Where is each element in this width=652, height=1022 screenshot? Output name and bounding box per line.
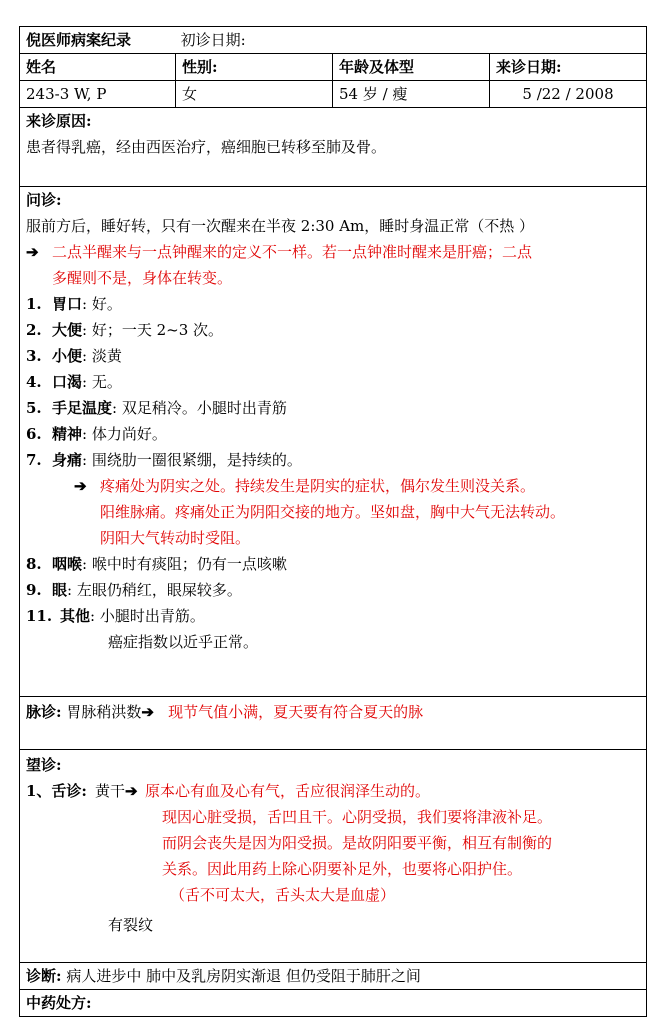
arrow-icon: ➔ <box>74 477 87 495</box>
item-body-pain: 7. 身痛: 围绕肋一圈很紧绷，是持续的。 <box>26 451 302 469</box>
tongue-line-3: 而阴会丧失是因为阳受损。是故阴阳要平衡，相互有制衡的 <box>162 834 553 852</box>
case-record-sheet <box>19 26 646 1017</box>
case-record-table <box>19 26 647 1017</box>
prescription-section <box>20 990 647 1017</box>
pulse-line: 脉诊: 胃脉稍洪数➔ 现节气值小满，夏天要有符合夏天的脉 <box>26 697 640 725</box>
tongue-crack: 有裂纹 <box>108 916 154 934</box>
inspection-section <box>20 750 647 963</box>
item-eyes: 9. 眼: 左眼仍稍红，眼屎较多。 <box>26 581 242 599</box>
pain-note-line-1: ➔ 疼痛处为阴实之处。持续发生是阴实的症状，偶尔发生则没关系。 <box>26 473 640 499</box>
item-appetite: 1. 胃口: 好。 <box>26 295 122 313</box>
age-build-value: 54 岁 / 瘦 <box>333 81 490 108</box>
sex-value: 女 <box>176 81 333 108</box>
visit-date-header: 来诊日期: <box>490 54 647 81</box>
pain-note-line-2: 阳维脉痛。疼痛处正为阴阳交接的地方。坚如盘，胸中大气无法转动。 <box>100 503 566 521</box>
item-throat: 8. 咽喉: 喉中时有痰阻；仍有一点咳嗽 <box>26 555 287 573</box>
diagnosis-section <box>20 963 647 990</box>
inquiry-section <box>20 187 647 697</box>
arrow-icon: ➔ <box>125 782 138 800</box>
item-other-extra: 癌症指数以近乎正常。 <box>108 633 259 651</box>
reason-section <box>20 108 647 187</box>
item-extremity-temp: 5. 手足温度: 双足稍冷。小腿时出青筋 <box>26 399 287 417</box>
arrow-icon: ➔ <box>26 243 39 261</box>
pulse-section <box>20 697 647 750</box>
record-title: 倪医师病案纪录 <box>26 31 132 49</box>
item-spirit: 6. 精神: 体力尚好。 <box>26 425 167 443</box>
reason-text: 患者得乳癌，经由西医治疗，癌细胞已转移至肺及骨。 <box>26 138 387 156</box>
tongue-line-1: 1、舌诊: 黄干➔ 原本心有血及心有气，舌应很润泽生动的。 <box>26 778 640 804</box>
first-visit-label: 初诊日期: <box>180 31 246 49</box>
inquiry-note-line-1: ➔ 二点半醒来与一点钟醒来的定义不一样。若一点钟准时醒来是肝癌；二点 <box>26 239 640 265</box>
inspection-label: 望诊: <box>26 756 62 774</box>
item-thirst: 4. 口渴: 无。 <box>26 373 122 391</box>
prescription-label: 中药处方: <box>26 994 92 1012</box>
tongue-line-2: 现因心脏受损，舌凹且干。心阴受损，我们要将津液补足。 <box>162 808 553 826</box>
inquiry-intro: 服前方后，睡好转，只有一次醒来在半夜 2:30 Am，睡时身温正常（不热 ） <box>26 217 535 235</box>
tongue-line-4: 关系。因此用药上除心阴要补足外，也要将心阳护住。 <box>162 860 523 878</box>
item-other: 11. 其他: 小腿时出青筋。 <box>26 607 205 625</box>
item-stool: 2. 大便: 好；一天 2~3 次。 <box>26 321 224 339</box>
name-value: 243-3 W, P <box>20 81 176 108</box>
inquiry-note-line-2: 多醒则不是，身体在转变。 <box>52 269 233 287</box>
visit-date-value: 5 /22 / 2008 <box>490 81 647 108</box>
arrow-icon: ➔ <box>141 703 154 721</box>
pain-note-line-3: 阴阳大气转动时受阻。 <box>100 529 251 547</box>
age-build-header: 年龄及体型 <box>333 54 490 81</box>
diagnosis-label: 诊断: <box>26 967 62 985</box>
inquiry-label: 问诊: <box>26 191 62 209</box>
reason-label: 来诊原因: <box>26 112 92 130</box>
sex-header: 性别: <box>176 54 333 81</box>
tongue-line-5: （舌不可太大，舌头太大是血虚） <box>170 886 396 904</box>
item-urine: 3. 小便: 淡黄 <box>26 347 122 365</box>
diagnosis-text: 病人进步中 肺中及乳房阴实渐退 但仍受阻于肺肝之间 <box>66 967 421 985</box>
name-header: 姓名 <box>20 54 176 81</box>
title-row <box>20 27 647 54</box>
